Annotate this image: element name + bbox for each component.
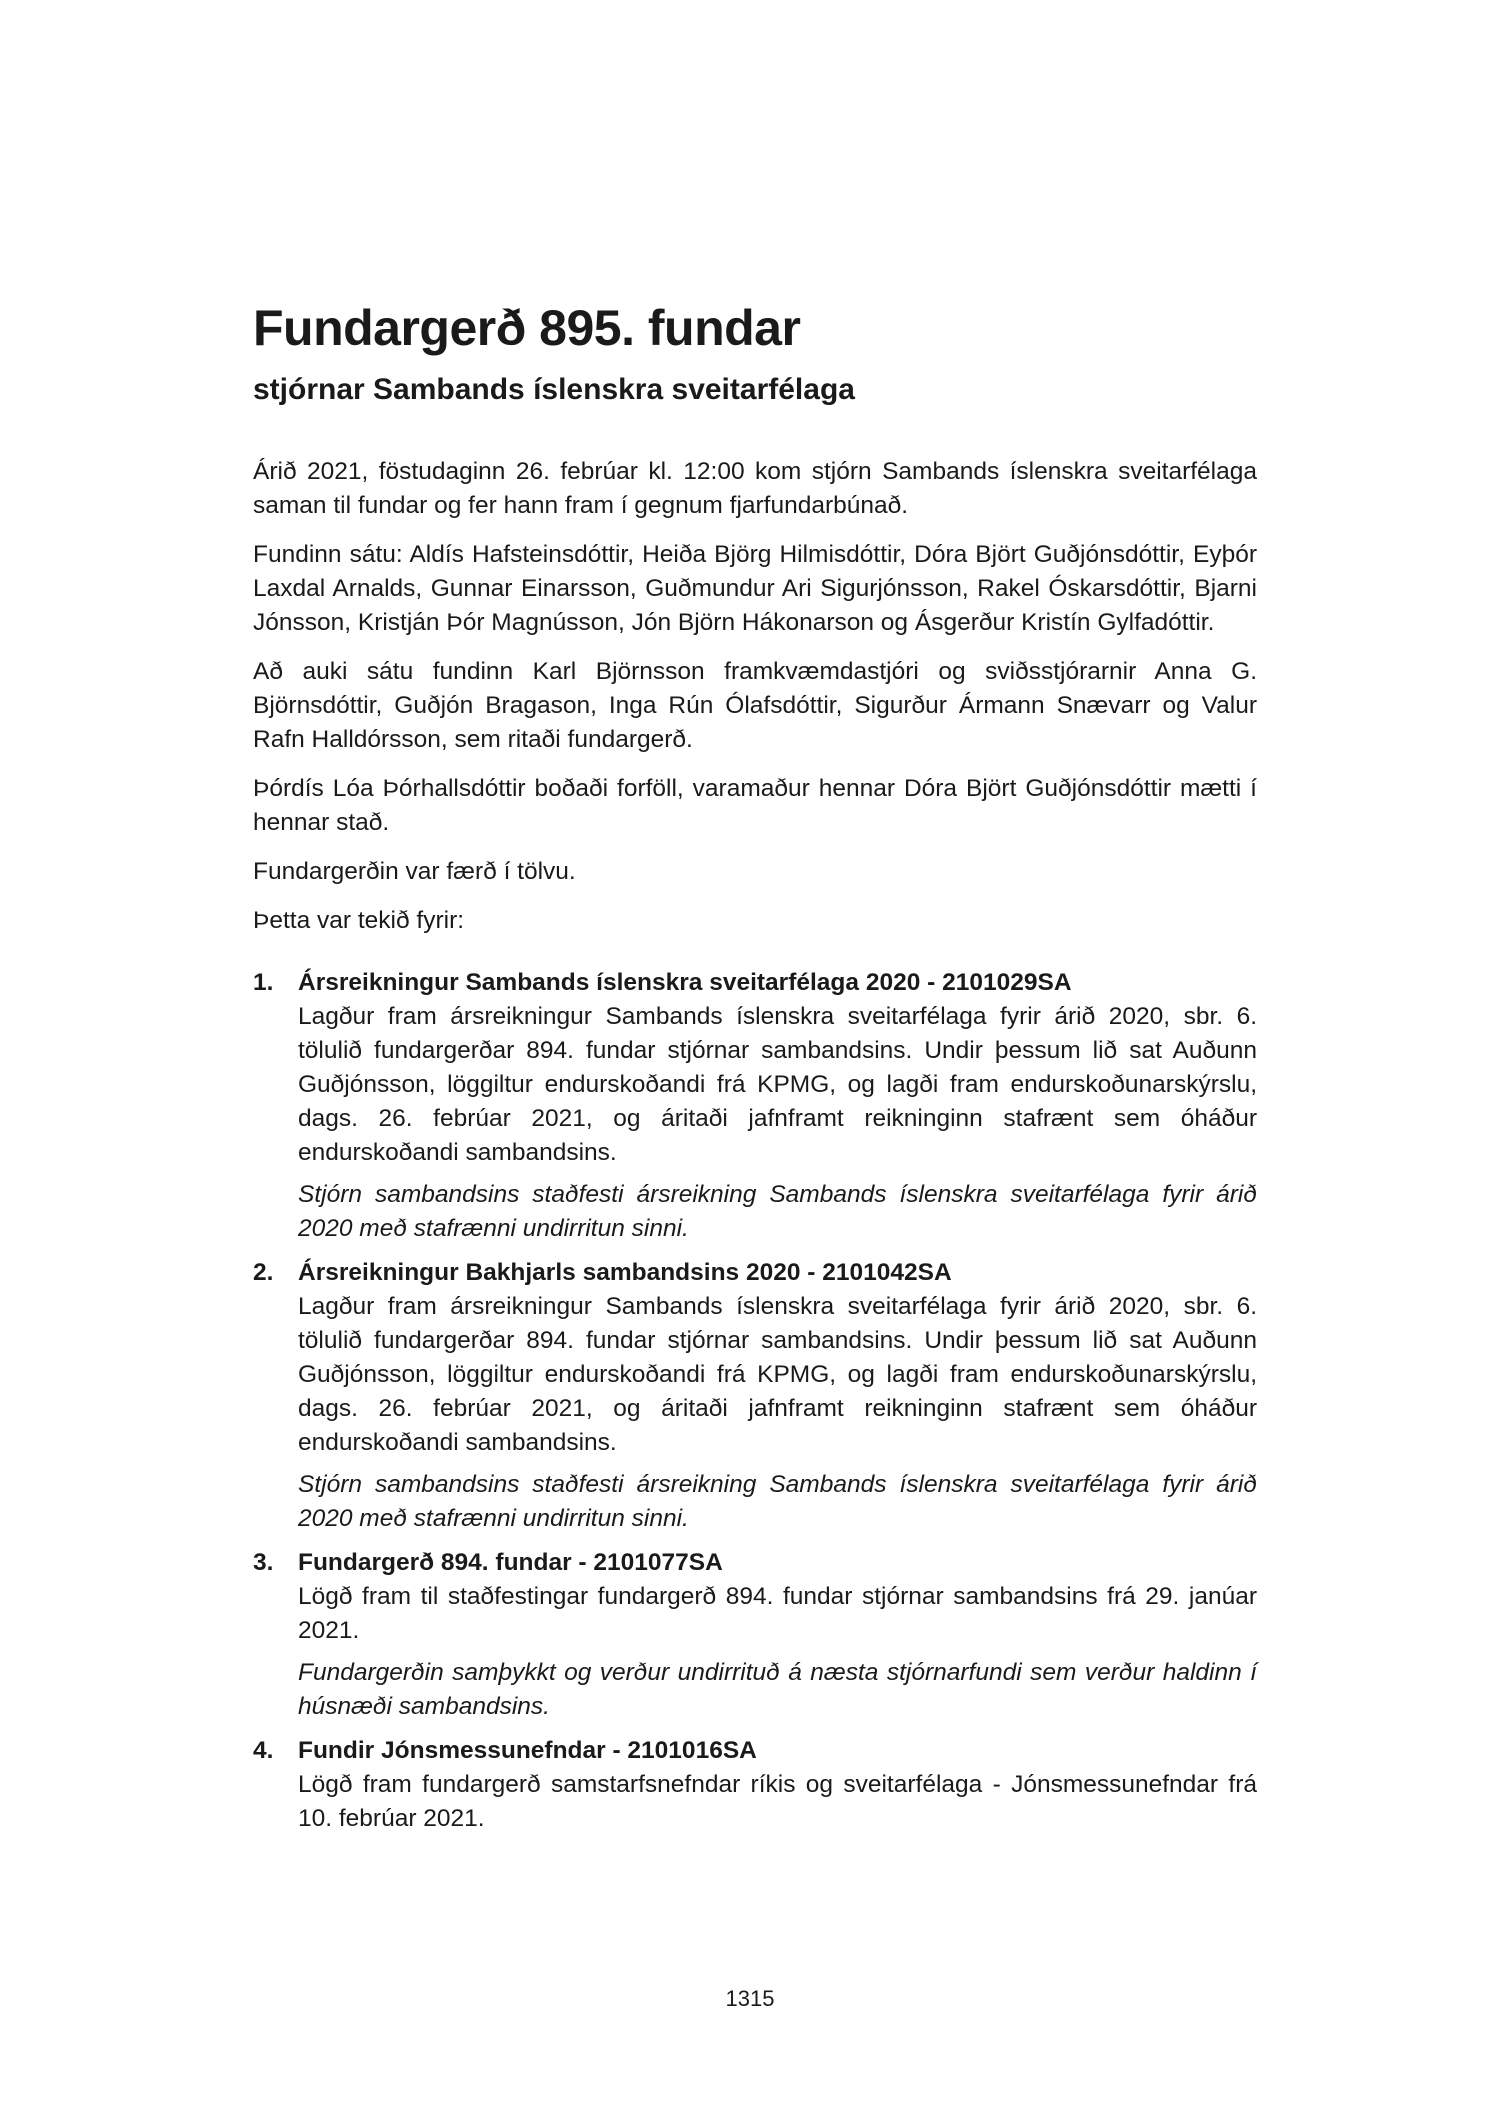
agenda-item-number: 4.: [253, 1736, 274, 1764]
page-number: 1315: [725, 1986, 775, 2011]
staff-paragraph: Að auki sátu fundinn Karl Björnsson framkvæmdastjóri og sviðsstjórarnir Anna G. Björnsdóttir, Guðjón Bragason, Inga Rún Ólafsdóttir, Sigurður Ármann Snævarr og Valur Rafn Halldórsson, sem ritaði fundargerð.: [253, 657, 1257, 753]
absence-paragraph: Þórdís Lóa Þórhallsdóttir boðaði forföll, varamaður hennar Dóra Björt Guðjónsdóttir mætti í hennar stað.: [253, 774, 1257, 836]
agenda-item-body: Lögð fram til staðfestingar fundargerð 894. fundar stjórnar sambandsins frá 29. janúar 2021.: [298, 1582, 1257, 1644]
agenda-item-title: Ársreikningur Bakhjarls sambandsins 2020 - 2101042SA: [298, 1258, 952, 1286]
recording-paragraph: Fundargerðin var færð í tölvu.: [253, 857, 576, 885]
attendees-paragraph: Fundinn sátu: Aldís Hafsteinsdóttir, Heiða Björg Hilmisdóttir, Dóra Björt Guðjónsdóttir, Eyþór Laxdal Arnalds, Gunnar Einarsson, Guðmundur Ari Sigurjónsson, Rakel Óskarsdóttir, Bjarni Jónsson, Kristján Þór Magnússon, Jón Björn Hákonarson og Ásgerður Kristín Gylfadóttir.: [253, 540, 1257, 636]
agenda-item-decision: Stjórn sambandsins staðfesti ársreikning Sambands íslenskra sveitarfélaga fyrir árið 2020 með stafrænni undirritun sinni.: [298, 1180, 1257, 1242]
agenda-item-body: Lagður fram ársreikningur Sambands íslenskra sveitarfélaga fyrir árið 2020, sbr. 6. tölulið fundargerðar 894. fundar stjórnar sambandsins. Undir þessum lið sat Auðunn Guðjónsson, löggiltur endurskoðandi frá KPMG, og lagði fram endurskoðunarskýrslu, dags. 26. febrúar 2021, og áritaði jafnframt reikninginn stafrænt sem óháður endurskoðandi sambandsins.: [298, 1292, 1257, 1456]
agenda-list: [253, 966, 1257, 1836]
agenda-item: [253, 966, 1257, 1246]
agenda-item: [253, 1734, 1257, 1836]
meeting-date-paragraph: Árið 2021, föstudaginn 26. febrúar kl. 12:00 kom stjórn Sambands íslenskra sveitarfélaga saman til fundar og fer hann fram í gegnum fjarfundarbúnað.: [253, 457, 1257, 519]
intro-section: [253, 455, 1257, 938]
page-title: Fundargerð 895. fundar: [253, 300, 801, 356]
agenda-item-title: Ársreikningur Sambands íslenskra sveitarfélaga 2020 - 2101029SA: [298, 968, 1072, 996]
agenda-item: [253, 1546, 1257, 1724]
agenda-item-number: 3.: [253, 1548, 274, 1576]
agenda-item-title: Fundargerð 894. fundar - 2101077SA: [298, 1548, 723, 1576]
page-subtitle: stjórnar Sambands íslenskra sveitarfélaga: [253, 372, 855, 406]
agenda-item-decision: Fundargerðin samþykkt og verður undirrituð á næsta stjórnarfundi sem verður haldinn í húsnæði sambandsins.: [298, 1658, 1257, 1720]
agenda-intro-paragraph: Þetta var tekið fyrir:: [253, 906, 465, 934]
document-page: [253, 300, 1257, 1852]
agenda-item-number: 1.: [253, 968, 274, 996]
agenda-item-decision: Stjórn sambandsins staðfesti ársreikning Sambands íslenskra sveitarfélaga fyrir árið 2020 með stafrænni undirritun sinni.: [298, 1470, 1257, 1532]
agenda-item-body: Lagður fram ársreikningur Sambands íslenskra sveitarfélaga fyrir árið 2020, sbr. 6. tölulið fundargerðar 894. fundar stjórnar sambandsins. Undir þessum lið sat Auðunn Guðjónsson, löggiltur endurskoðandi frá KPMG, og lagði fram endurskoðunarskýrslu, dags. 26. febrúar 2021, og áritaði jafnframt reikninginn stafrænt sem óháður endurskoðandi sambandsins.: [298, 1002, 1257, 1166]
agenda-item: [253, 1256, 1257, 1536]
agenda-item-number: 2.: [253, 1258, 274, 1286]
agenda-item-body: Lögð fram fundargerð samstarfsnefndar ríkis og sveitarfélaga - Jónsmessunefndar frá 10. febrúar 2021.: [298, 1770, 1257, 1832]
agenda-item-title: Fundir Jónsmessunefndar - 2101016SA: [298, 1736, 757, 1764]
